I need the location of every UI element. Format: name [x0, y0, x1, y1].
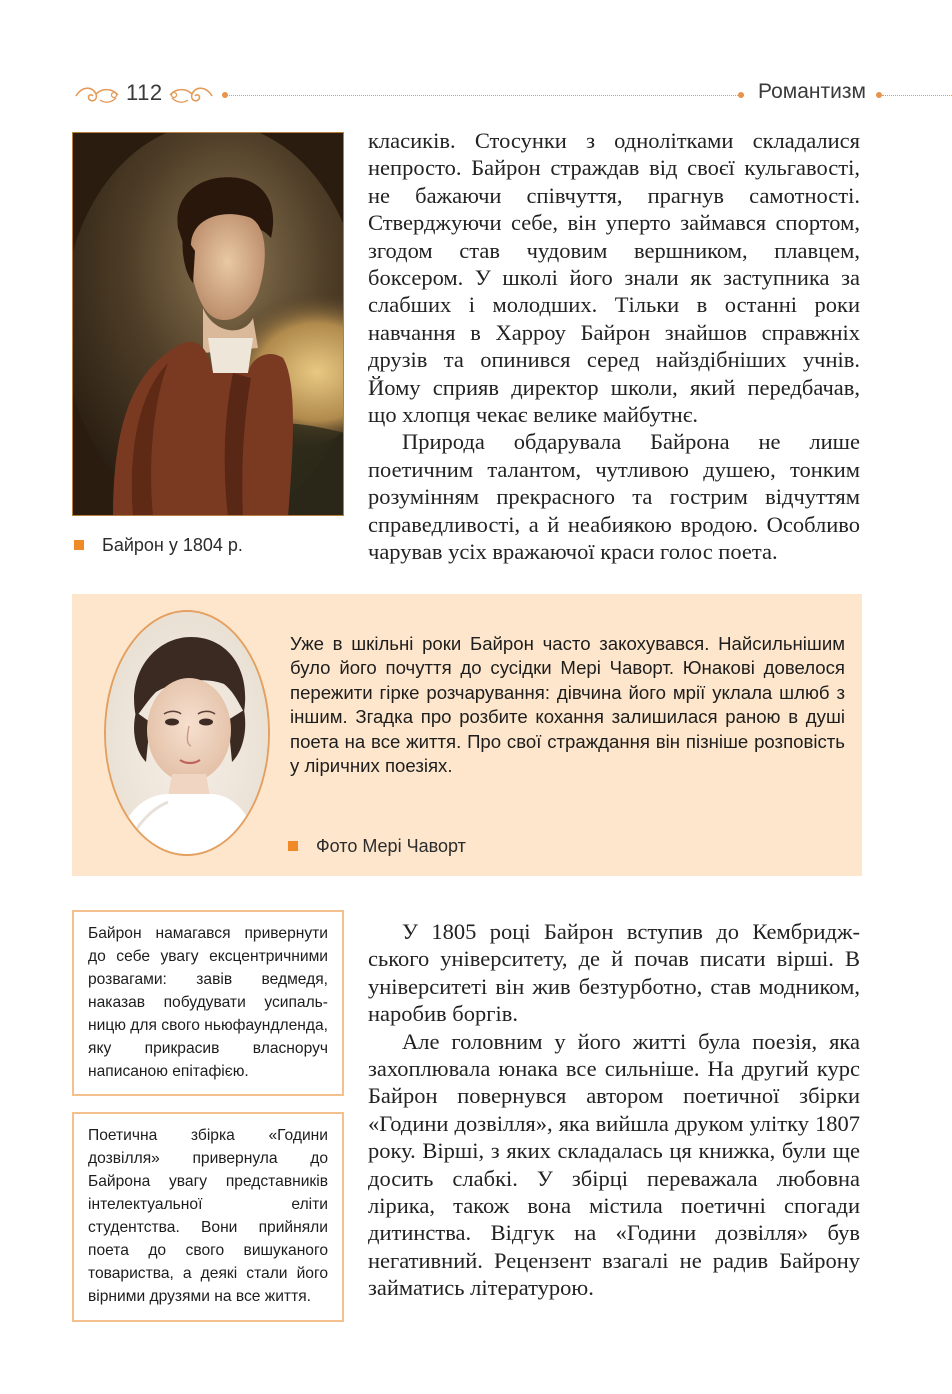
- mary-chaworth-portrait: [104, 610, 270, 856]
- side-note: [72, 1112, 344, 1322]
- side-note-text: Байрон намагався привернути до себе увагу ексцентричними розвагами: завів ведмедя, наказав побудувати усипальницю для свого ньюфаундленда, яку прикрасив власноруч написаною епітафією.: [88, 925, 328, 1080]
- page-header: [0, 78, 952, 114]
- paragraph: Природа обдарувала Байрона не лише поетичним талантом, чутливою душею, тонким розумінням прекрасного та гострим відчуттям справедливості, а й неабиякою вродою. Особливо чарував усіх вражаючої краси голос поета.: [368, 429, 860, 565]
- byron-portrait-image: [73, 133, 344, 516]
- caption-marker-icon: [74, 540, 84, 550]
- page-number: 112: [126, 80, 163, 105]
- caption-marker-icon: [288, 841, 298, 851]
- byron-portrait-caption: [74, 535, 243, 556]
- header-rule: [882, 95, 952, 96]
- caption-text: Байрон у 1804 р.: [102, 535, 243, 555]
- header-rule: [224, 95, 744, 96]
- side-note: [72, 910, 344, 1096]
- mary-chaworth-caption: [288, 836, 466, 857]
- text-top: [368, 127, 860, 566]
- left-ornament-icon: [74, 84, 120, 106]
- text-bottom: [368, 918, 860, 1302]
- paragraph: Але головним у його житті була поезія, яка захоплювала юнака все сильніше. На другий курс Байрон повернувся автором поетичної збірки «Години дозвілля», яка вийшла друком улітку 1807 року. Вірші, з яких складалась ця книжка, були ще досить слабкі. У збірці переважала любовна лірика, також вона містила поетичні спогади дитинства. Відгук на «Години дозвілля» був негативний. Рецензент взагалі не радив Байрону займатись літературою.: [368, 1028, 860, 1301]
- paragraph: класиків. Стосунки з однолітками складалися непросто. Байрон страждав від своєї кульгавості, не бажаючи співчуття, прагнув самотності. Стверджуючи себе, він уперто займався спортом, згодом став чудовим вершником, плавцем, боксером. У школі його знали як заступника за слабших і молодших. Тільки в останні роки навчання в Харроу Байрон знайшов справжніх друзів та опинився серед найздібніших учнів. Йому сприяв директор школи, який передбачав, що хлопця чекає велике майбутнє.: [368, 128, 860, 428]
- section-title: Романтизм: [758, 80, 866, 103]
- highlight-text: Уже в шкільні роки Байрон часто закохувався. Найсильнішим було його почуття до сусідки Мері Чаворт. Юнакові довелося пережити гірке розчарування: дівчина його мрії уклала шлюб з іншим. Згадка про розбите кохання залишилася раною в душі поета на все життя. Про свої страждання він пізніше розповість у ліричних поезіях.: [290, 633, 845, 777]
- header-dot: [738, 92, 744, 98]
- caption-text: Фото Мері Чаворт: [316, 836, 466, 856]
- mary-chaworth-image: [106, 612, 268, 854]
- right-ornament-icon: [168, 84, 214, 106]
- side-note-text: Поетична збірка «Години дозвілля» привернула до Байрона увагу представників інтелектуальної еліти студентства. Вони прийняли поета до свого вишуканого товариства, а деякі стали його вірними друзями на все життя.: [88, 1127, 328, 1305]
- byron-portrait: [72, 132, 344, 516]
- paragraph: У 1805 році Байрон вступив до Кембриджського університету, де й почав писати вірші. В університеті він жив безтурботно, став модником, наробив боргів.: [368, 919, 860, 1027]
